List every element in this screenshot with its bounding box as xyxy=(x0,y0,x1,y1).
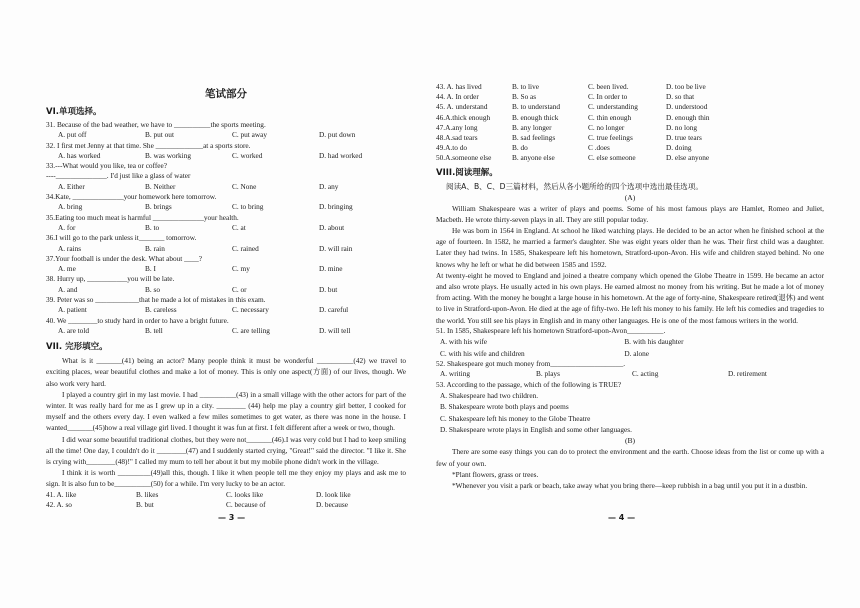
passage-paragraph: William Shakespeare was a writer of plays and poems. Some of his most famous plays are Hamlet, Romeo and Juliet, Macbeth. He wrote thirty-seven plays in all. They are still popular today. xyxy=(436,203,824,224)
options-row xyxy=(46,326,406,336)
option: D. look like xyxy=(316,489,351,499)
options-row xyxy=(46,285,406,295)
cloze-paragraph: I think it is worth _________(49)all this, though. I like it when people tell me they enjoy my plays and ask me to sign. It is also fun to be__________(50) for a while. I'm very lucky to be an actor. xyxy=(46,468,406,489)
page-number: — 3 — xyxy=(218,513,246,522)
option: D. Shakespeare wrote plays in English and some other languages. xyxy=(440,425,632,435)
option: C. rained xyxy=(232,243,259,253)
reading-instructions: 阅读A、B、C、D三篇材料，然后从各小题所给的四个选项中选出最佳选项。 xyxy=(446,181,703,191)
option: D. else anyone xyxy=(666,153,710,163)
option: B. any longer xyxy=(512,122,552,132)
option: C. looks like xyxy=(226,489,264,499)
option: C. because of xyxy=(226,499,266,509)
option: C. true feelings xyxy=(588,133,633,143)
option: C. been lived. xyxy=(588,82,629,91)
option: D. no long xyxy=(666,122,698,132)
passage-paragraph: *Plant flowers, grass or trees. xyxy=(452,469,539,479)
option: C. understanding xyxy=(588,102,638,112)
option: A. with his wife xyxy=(440,337,488,347)
cloze-paragraph: What is it _______(41) being an actor? Many people think it must be wonderful __________(42) we travel to exciting places, wear beautiful clothes and make a lot of money. This is only one aspect(方面) of our lives, though. We also work very hard. xyxy=(46,356,406,388)
option: D. careful xyxy=(319,305,349,315)
option: A. rains xyxy=(58,243,82,253)
options-row xyxy=(46,223,406,233)
option: B. put out xyxy=(145,130,174,140)
option: C. no longer xyxy=(588,122,625,132)
section-heading-viii: VIII.阅读理解。 xyxy=(436,167,498,178)
cloze-paragraph: I did wear some beautiful traditional clothes, but they were not_______(46).I was very cold but I had to keep smiling all the time! One day, I couldn't do it ________(47) and I suddenly started crying, "Great!" said the director. "I like it. She is crying with________(48)!" I called my mum to tell her about it but my mobile phone didn't work in the village. xyxy=(46,434,406,467)
option: B. anyone else xyxy=(512,153,555,163)
question-51-options xyxy=(436,336,824,347)
option: B. I xyxy=(145,264,156,274)
option: 42. A. so xyxy=(46,499,72,509)
option: B. enough thick xyxy=(512,112,559,122)
option: 43. A. has lived xyxy=(436,82,482,91)
option: B. careless xyxy=(145,305,177,315)
question-53: 53. According to the passage, which of the following is TRUE? xyxy=(436,379,622,389)
option: D. will rain xyxy=(319,243,353,253)
option: D. alone xyxy=(624,348,650,358)
question-stem: 35.Eating too much meat is harmful ______________your health. xyxy=(46,212,239,222)
options-row xyxy=(46,264,406,274)
options-row xyxy=(46,202,406,212)
option: A. me xyxy=(58,264,76,274)
option: B. Neither xyxy=(145,181,176,191)
multiple-choice-list xyxy=(46,120,406,336)
option: C. else someone xyxy=(588,153,636,163)
option: A. Shakespeare had two children. xyxy=(440,390,539,400)
question-stem: 31. Because of the bad weather, we have to __________the sports meeting. xyxy=(46,120,266,129)
option: C. to bring xyxy=(232,202,264,212)
question-stem: 38. Hurry up, ___________you will be late. xyxy=(46,274,175,284)
options-row xyxy=(46,130,406,140)
question-stem: 36.I will go to the park unless it_______ tomorrow. xyxy=(46,233,197,243)
options-row xyxy=(46,244,406,254)
option: B. with his daughter xyxy=(624,337,684,347)
option: D. had worked xyxy=(319,150,363,160)
option: 44. A. In order xyxy=(436,92,479,102)
option: 45. A. understand xyxy=(436,102,488,112)
option: D. will tell xyxy=(319,325,351,335)
option: D. because xyxy=(316,499,349,509)
passage-paragraph: He was born in 1564 in England. At school he liked watching plays. He decided to be an actor when he finished school at the age of fourteen. In 1582, he married a farmer's daughter. She was eight years older than he was. Their first child was a daughter. Later they had twins. In 1585, Shakespeare left his hometown, Stratford-upon-Avon. His wife and children stayed behind. No one knows why he left or what he did between 1585 and 1592. xyxy=(436,226,824,269)
option: D. mine xyxy=(319,264,343,274)
option: B. tell xyxy=(145,325,163,335)
option: B. So as xyxy=(512,92,537,102)
passage-label-a: (A) xyxy=(624,192,636,202)
cloze-options-42 xyxy=(46,500,406,510)
option: D. any xyxy=(319,181,339,191)
option: D. doing xyxy=(666,143,692,153)
option: B. but xyxy=(136,499,154,509)
option: B. brings xyxy=(145,202,172,212)
option: D. about xyxy=(319,222,345,232)
question-stem: 34.Kate, ______________your homework here tomorrow. xyxy=(46,192,217,202)
option: A. patient xyxy=(58,305,87,315)
passage-paragraph: At twenty-eight he moved to England and joined a theatre company which opened the Globe Theatre in 1599. He became an actor and also wrote plays. He usually acted in his own plays. He earned almost no money from his writing. But he made a lot of money from acting. With the money he bought a large house in his hometown. At the age of forty-nine, Shakespeare retired(退休) and went to live in Stratford-upon-Avon. He died at the age of fifty-two. He left his money to his family. He left his comedies and tragedies to the world. You still see his plays in English and in many other languages. He is one of the most famous writers in the world. xyxy=(436,270,824,325)
option: D. but xyxy=(319,284,338,294)
cloze-paragraph: I played a country girl in my last movie. I had __________(43) in a small village with the other actors for part of the winter. It was really hard for me as I grew up in a city. ________ (44) help me play a country girl better, I cooked for myself and the others every day. I even walked a few miles sometimes to get water, as there was none in the house. I wanted_______(45)how a real village girl lived. I thought it was fun at first. I felt different after a week or two, though. xyxy=(46,389,406,433)
left-page xyxy=(0,0,418,608)
page-number: — 4 — xyxy=(608,513,636,522)
option: 41. A. like xyxy=(46,489,77,499)
option: 50.A.someone else xyxy=(436,153,492,163)
option: A. has worked xyxy=(58,150,101,160)
option: A. bring xyxy=(58,202,83,212)
option: C. are telling xyxy=(232,325,270,335)
option: B. was working xyxy=(145,150,192,160)
option: B. to understand xyxy=(512,102,561,112)
option: 48.A.sad tears xyxy=(436,133,478,143)
option: B. so xyxy=(145,284,161,294)
option: B. rain xyxy=(145,243,165,253)
option: C. or xyxy=(232,284,247,294)
question-stem: 32. I first met Jenny at that time. She _____________at a sports store. xyxy=(46,140,251,150)
question-51: 51. In 1585, Shakespeare left his hometown Stratford-upon-Avon__________. xyxy=(436,325,666,335)
option: C .does xyxy=(588,143,610,153)
passage-paragraph: *Whenever you visit a park or beach, take away what you bring there—keep rubbish in a bag until you put it in a dustbin. xyxy=(452,481,808,491)
section-heading-vi: VI.单项选择。 xyxy=(46,107,102,117)
question-stem-cont: ----______________. I'd just like a glass of water xyxy=(46,171,191,181)
option: C. None xyxy=(232,181,257,191)
option: D. bringing xyxy=(319,202,353,212)
option: A. for xyxy=(58,222,76,232)
option: B. to live xyxy=(512,82,539,91)
question-52: 52. Shakespeare got much money from____________________. xyxy=(436,358,626,368)
option: C. acting xyxy=(632,369,659,379)
question-stem: 33.---What would you like, tea or coffee? xyxy=(46,161,168,171)
option: B. do xyxy=(512,143,528,153)
options-row xyxy=(46,151,406,161)
option: C. necessary xyxy=(232,305,269,315)
question-stem: 39. Peter was so ____________that he made a lot of mistakes in this exam. xyxy=(46,295,266,305)
option: A. are told xyxy=(58,325,90,335)
option: B. sad feelings xyxy=(512,133,556,143)
option: D. so that xyxy=(666,92,695,102)
option: A. and xyxy=(58,284,78,294)
option: C. with his wife and children xyxy=(440,348,525,358)
section-heading-vii: VII. 完形填空。 xyxy=(46,342,108,353)
option: B. to xyxy=(145,222,160,232)
option: D. true tears xyxy=(666,133,702,143)
option: D. enough thin xyxy=(666,112,710,122)
option: D. put down xyxy=(319,130,356,140)
question-stem: 37.Your football is under the desk. What about ____? xyxy=(46,253,202,263)
option: B. Shakespeare wrote both plays and poems xyxy=(440,402,569,412)
option: B. plays xyxy=(536,369,560,379)
options-row xyxy=(46,305,406,315)
question-51-options xyxy=(436,348,824,359)
option: C. put away xyxy=(232,130,268,140)
option: A. put off xyxy=(58,130,87,140)
option: D. retirement xyxy=(728,369,767,379)
option: 49.A.to do xyxy=(436,143,468,153)
option: C. In order to xyxy=(588,92,628,102)
option: C. thin enough xyxy=(588,112,632,122)
passage-label-b: (B) xyxy=(624,436,636,446)
right-page xyxy=(418,0,860,608)
option: A. Either xyxy=(58,181,85,191)
option: 47.A.any long xyxy=(436,122,478,132)
option: A. writing xyxy=(440,369,470,379)
option: C. my xyxy=(232,264,250,274)
option: C. at xyxy=(232,222,246,232)
option: D. too be live xyxy=(666,82,706,91)
option: C. worked xyxy=(232,150,263,160)
passage-paragraph: There are some easy things you can do to protect the environment and the earth. Choose ideas from the list or come up with a few of your own. xyxy=(436,447,824,468)
question-stem: 40. We ________to study hard in order to have a bright future. xyxy=(46,315,229,325)
cloze-options-41 xyxy=(46,490,406,500)
options-row xyxy=(46,182,406,192)
option: B. likes xyxy=(136,489,159,499)
section-title: 笔试部分 xyxy=(205,88,247,100)
option: D. understood xyxy=(666,102,708,112)
cloze-options-grid xyxy=(436,82,824,164)
question-52-options xyxy=(436,369,824,379)
option: C. Shakespeare left his money to the Globe Theatre xyxy=(440,413,591,423)
option: 46.A.thick enough xyxy=(436,112,491,122)
